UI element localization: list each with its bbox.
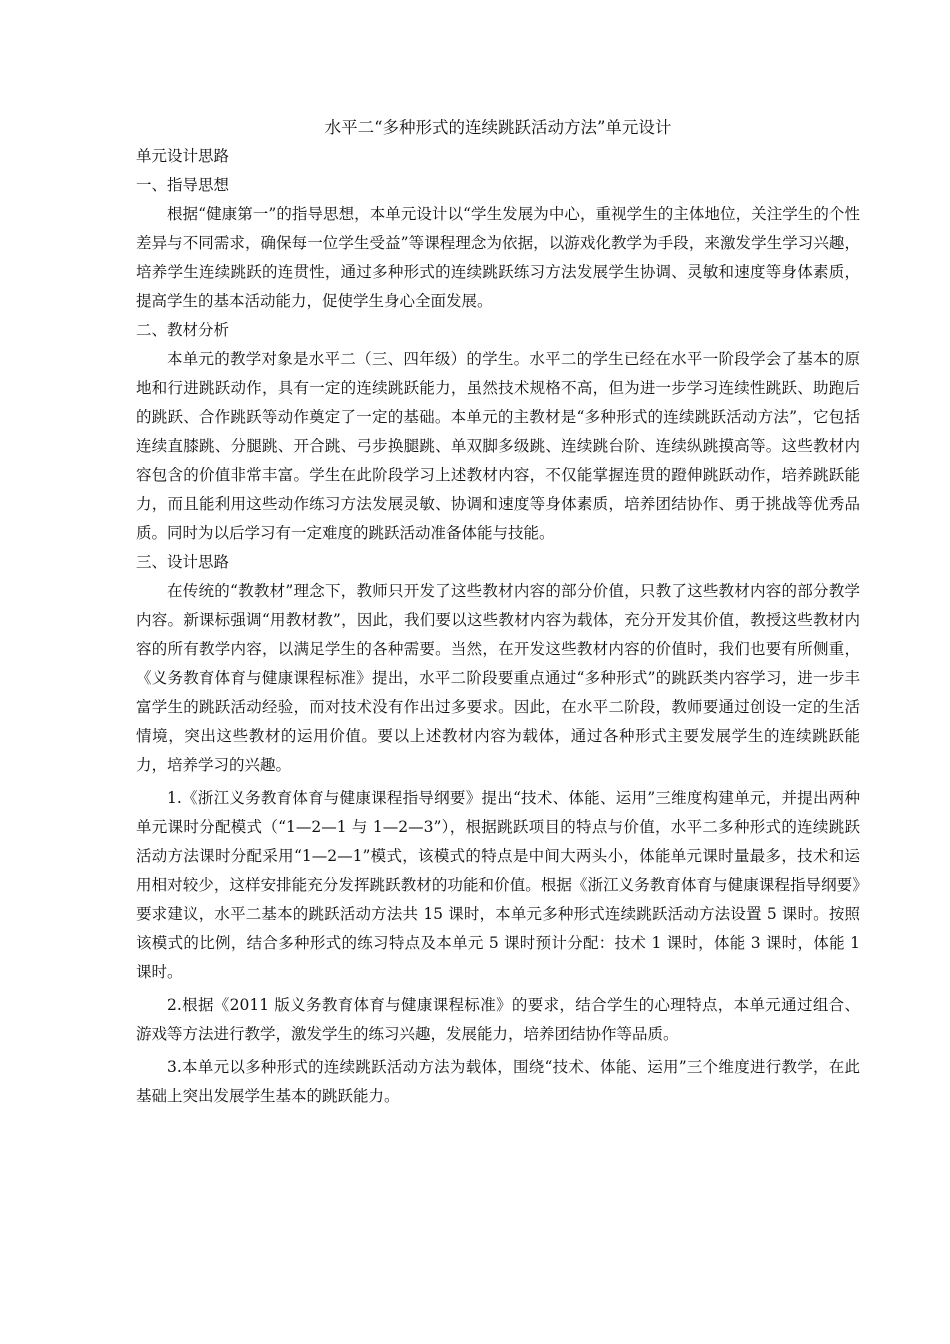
section-heading-design-idea: 三、设计思路 <box>136 553 230 571</box>
section-heading-guiding-thought: 一、指导思想 <box>136 176 230 194</box>
document-title: 水平二“多种形式的连续跳跃活动方法”单元设计 <box>324 118 672 137</box>
paragraph-guiding-thought: 根据“健康第一”的指导思想，本单元设计以“学生发展为中心，重视学生的主体地位，关注学生的个性差异与不同需求，确保每一位学生受益”等课程理念为依据，以游戏化教学为手段，来激发学生学习兴趣，培养学生连续跳跃的连贯性，通过多种形式的连续跳跃练习方法发展学生协调、灵敏和速度等身体素质，提高学生的基本活动能力，促使学生身心全面发展。 <box>136 205 860 310</box>
paragraph-design-point-3: 3.本单元以多种形式的连续跳跃活动方法为载体，围绕“技术、体能、运用”三个维度进行教学，在此基础上突出发展学生基本的跳跃能力。 <box>136 1058 860 1105</box>
section-heading-material-analysis: 二、教材分析 <box>136 321 230 339</box>
paragraph-material-analysis: 本单元的教学对象是水平二（三、四年级）的学生。水平二的学生已经在水平一阶段学会了基本的原地和行进跳跃动作，具有一定的连续跳跃能力，虽然技术规格不高，但为进一步学习连续性跳跃、助跑后的跳跃、合作跳跃等动作奠定了一定的基础。本单元的主教材是“多种形式的连续跳跃活动方法”，它包括连续直膝跳、分腿跳、开合跳、弓步换腿跳、单双脚多级跳、连续跳台阶、连续纵跳摸高等。这些教材内容包含的价值非常丰富。学生在此阶段学习上述教材内容，不仅能掌握连贯的蹬伸跳跃动作，培养跳跃能力，而且能利用这些动作练习方法发展灵敏、协调和速度等身体素质，培养团结协作、勇于挑战等优秀品质。同时为以后学习有一定难度的跳跃活动准备体能与技能。 <box>136 350 860 542</box>
paragraph-design-point-1: 1.《浙江义务教育体育与健康课程指导纲要》提出“技术、体能、运用”三维度构建单元，并提出两种单元课时分配模式（“1—2—1 与 1—2—3”），根据跳跃项目的特点与价值，水平二多种形式的连续跳跃活动方法课时分配采用“1—2—1”模式，该模式的特点是中间大两头小，体能单元课时量最多，技术和运用相对较少，这样安排能充分发挥跳跃教材的功能和价值。根据《浙江义务教育体育与健康课程指导纲要》要求建议，水平二基本的跳跃活动方法共 15 课时，本单元多种形式连续跳跃活动方法设置 5 课时。按照该模式的比例，结合多种形式的练习特点及本单元 5 课时预计分配：技术 1 课时，体能 3 课时，体能 1 课时。 <box>136 789 860 981</box>
document-subtitle: 单元设计思路 <box>136 147 230 165</box>
document-body <box>136 113 860 1111</box>
paragraph-design-point-2: 2.根据《2011 版义务教育体育与健康课程标准》的要求，结合学生的心理特点，本单元通过组合、游戏等方法进行教学，激发学生的练习兴趣，发展能力，培养团结协作等品质。 <box>136 996 860 1043</box>
paragraph-design-idea: 在传统的“教教材”理念下，教师只开发了这些教材内容的部分价值，只教了这些教材内容的部分教学内容。新课标强调“用教材教”，因此，我们要以这些教材内容为载体，充分开发其价值，教授这些教材内容的所有教学内容，以满足学生的各种需要。当然，在开发这些教材内容的价值时，我们也要有所侧重，《义务教育体育与健康课程标准》提出，水平二阶段要重点通过“多种形式”的跳跃类内容学习，进一步丰富学生的跳跃活动经验，而对技术没有作出过多要求。因此，在水平二阶段，教师要通过创设一定的生活情境，突出这些教材的运用价值。要以上述教材内容为载体，通过各种形式主要发展学生的连续跳跃能力，培养学习的兴趣。 <box>136 582 860 774</box>
